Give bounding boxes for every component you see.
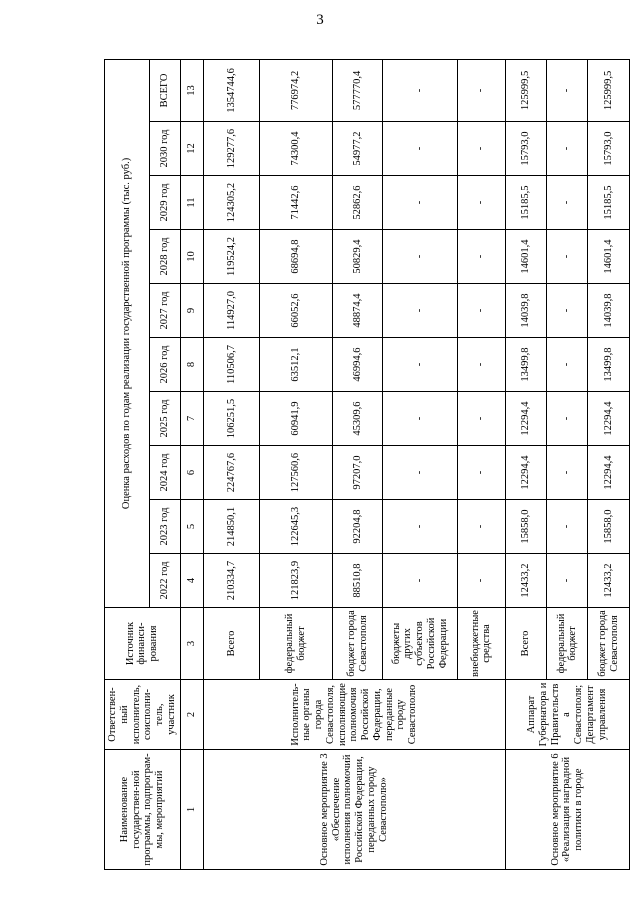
column-number: 4 bbox=[180, 554, 203, 608]
value-cell: 214850,1 bbox=[203, 500, 260, 554]
value-cell: 60941,9 bbox=[260, 392, 333, 446]
column-number: 2 bbox=[180, 680, 203, 750]
rotated-table-frame bbox=[104, 60, 620, 870]
column-number: 5 bbox=[180, 500, 203, 554]
value-cell: - bbox=[547, 338, 588, 392]
value-cell: - bbox=[383, 176, 458, 230]
header-executor: Ответствен-ный исполнитель, соисполни-тель, участник bbox=[105, 680, 181, 750]
value-cell: 74300,4 bbox=[260, 122, 333, 176]
funding-source: Всего bbox=[505, 608, 546, 680]
column-number: 12 bbox=[180, 122, 203, 176]
value-cell: 71442,6 bbox=[260, 176, 333, 230]
value-cell: 12433,2 bbox=[505, 554, 546, 608]
value-cell: - bbox=[547, 176, 588, 230]
value-cell: 15858,0 bbox=[505, 500, 546, 554]
value-cell: - bbox=[457, 554, 505, 608]
header-row-1 bbox=[105, 59, 150, 869]
measure-executor: Исполнитель-ные органы города Севастополя, исполняющие полномочия Российской Федерации, переданные городу Севастополю bbox=[203, 680, 505, 750]
value-cell: - bbox=[383, 122, 458, 176]
header-year: 2027 год bbox=[150, 284, 181, 338]
value-cell: - bbox=[547, 122, 588, 176]
column-number: 10 bbox=[180, 230, 203, 284]
budget-table bbox=[104, 59, 630, 870]
value-cell: - bbox=[547, 284, 588, 338]
measure-name: Основное мероприятие 3 «Обеспечение исполнения полномочий Российской Федерации, переданных городу Севастополю» bbox=[203, 750, 505, 870]
header-year: 2023 год bbox=[150, 500, 181, 554]
funding-source: бюджеты других субъектов Российской Федерации bbox=[383, 608, 458, 680]
total-cell: - bbox=[457, 59, 505, 121]
value-cell: - bbox=[457, 176, 505, 230]
value-cell: - bbox=[383, 338, 458, 392]
value-cell: 114927,0 bbox=[203, 284, 260, 338]
value-cell: 92204,8 bbox=[332, 500, 382, 554]
value-cell: - bbox=[457, 284, 505, 338]
column-number: 9 bbox=[180, 284, 203, 338]
value-cell: 13499,8 bbox=[505, 338, 546, 392]
column-number: 3 bbox=[180, 608, 203, 680]
total-cell: 125999,5 bbox=[505, 59, 546, 121]
value-cell: 13499,8 bbox=[588, 338, 629, 392]
value-cell: - bbox=[547, 392, 588, 446]
value-cell: 122645,3 bbox=[260, 500, 333, 554]
value-cell: 66052,6 bbox=[260, 284, 333, 338]
value-cell: 15793,0 bbox=[588, 122, 629, 176]
value-cell: - bbox=[457, 392, 505, 446]
total-cell: - bbox=[383, 59, 458, 121]
value-cell: - bbox=[383, 284, 458, 338]
value-cell: 12294,4 bbox=[588, 392, 629, 446]
value-cell: 210334,7 bbox=[203, 554, 260, 608]
value-cell: 121823,9 bbox=[260, 554, 333, 608]
header-year: 2022 год bbox=[150, 554, 181, 608]
funding-source: федеральный бюджет bbox=[260, 608, 333, 680]
page-number: 3 bbox=[316, 12, 324, 28]
total-cell: 125999,5 bbox=[588, 59, 629, 121]
column-number: 7 bbox=[180, 392, 203, 446]
value-cell: 88510,8 bbox=[332, 554, 382, 608]
value-cell: - bbox=[547, 500, 588, 554]
value-cell: - bbox=[383, 392, 458, 446]
value-cell: 15185,5 bbox=[588, 176, 629, 230]
header-total: ВСЕГО bbox=[150, 59, 181, 121]
value-cell: 46994,6 bbox=[332, 338, 382, 392]
header-year: 2026 год bbox=[150, 338, 181, 392]
value-cell: - bbox=[457, 338, 505, 392]
value-cell: 52862,6 bbox=[332, 176, 382, 230]
header-year: 2028 год bbox=[150, 230, 181, 284]
header-year: 2029 год bbox=[150, 176, 181, 230]
column-number: 13 bbox=[180, 59, 203, 121]
value-cell: 14601,4 bbox=[505, 230, 546, 284]
value-cell: 45309,6 bbox=[332, 392, 382, 446]
value-cell: - bbox=[457, 230, 505, 284]
value-cell: - bbox=[383, 500, 458, 554]
value-cell: - bbox=[383, 554, 458, 608]
header-source: Источник финанси-рования bbox=[105, 608, 181, 680]
value-cell: - bbox=[547, 554, 588, 608]
value-cell: - bbox=[383, 230, 458, 284]
value-cell: 12294,4 bbox=[505, 446, 546, 500]
table-row bbox=[505, 59, 546, 869]
value-cell: 12433,2 bbox=[588, 554, 629, 608]
value-cell: 14039,8 bbox=[588, 284, 629, 338]
column-number: 11 bbox=[180, 176, 203, 230]
value-cell: 14039,8 bbox=[505, 284, 546, 338]
value-cell: - bbox=[383, 446, 458, 500]
value-cell: - bbox=[457, 446, 505, 500]
value-cell: 15793,0 bbox=[505, 122, 546, 176]
value-cell: 129277,6 bbox=[203, 122, 260, 176]
total-cell: 1354744,6 bbox=[203, 59, 260, 121]
value-cell: 54977,2 bbox=[332, 122, 382, 176]
measure-executor: Аппарат Губернатора и Правительства Севастополя; Департамент управления bbox=[505, 680, 629, 750]
value-cell: 110506,7 bbox=[203, 338, 260, 392]
value-cell: 127560,6 bbox=[260, 446, 333, 500]
column-number: 6 bbox=[180, 446, 203, 500]
value-cell: 63512,1 bbox=[260, 338, 333, 392]
value-cell: - bbox=[457, 500, 505, 554]
rotated-table-viewport bbox=[104, 60, 620, 870]
header-year: 2024 год bbox=[150, 446, 181, 500]
funding-source: федеральный бюджет bbox=[547, 608, 588, 680]
header-estimate-title: Оценка расходов по годам реализации государственной программы (тыс. руб.) bbox=[105, 59, 150, 607]
funding-source: бюджет города Севастополя bbox=[332, 608, 382, 680]
measure-name: Основное мероприятие 6 «Реализация наградной политики в городе bbox=[505, 750, 629, 870]
value-cell: 124305,2 bbox=[203, 176, 260, 230]
value-cell: - bbox=[457, 122, 505, 176]
table-row bbox=[203, 59, 260, 869]
funding-source: Всего bbox=[203, 608, 260, 680]
value-cell: 15185,5 bbox=[505, 176, 546, 230]
value-cell: 14601,4 bbox=[588, 230, 629, 284]
total-cell: 776974,2 bbox=[260, 59, 333, 121]
header-year: 2025 год bbox=[150, 392, 181, 446]
funding-source: внебюджетные средства bbox=[457, 608, 505, 680]
value-cell: - bbox=[547, 230, 588, 284]
header-year: 2030 год bbox=[150, 122, 181, 176]
value-cell: 97207,0 bbox=[332, 446, 382, 500]
value-cell: 12294,4 bbox=[505, 392, 546, 446]
value-cell: 15858,0 bbox=[588, 500, 629, 554]
value-cell: - bbox=[547, 446, 588, 500]
value-cell: 106251,5 bbox=[203, 392, 260, 446]
column-number: 1 bbox=[180, 750, 203, 870]
value-cell: 12294,4 bbox=[588, 446, 629, 500]
funding-source: бюджет города Севастополя bbox=[588, 608, 629, 680]
column-number: 8 bbox=[180, 338, 203, 392]
total-cell: 577770,4 bbox=[332, 59, 382, 121]
header-name: Наименование государствен-ной программы, подпрограм-мы, мероприятий bbox=[105, 750, 181, 870]
value-cell: 48874,4 bbox=[332, 284, 382, 338]
value-cell: 224767,6 bbox=[203, 446, 260, 500]
value-cell: 119524,2 bbox=[203, 230, 260, 284]
value-cell: 50829,4 bbox=[332, 230, 382, 284]
total-cell: - bbox=[547, 59, 588, 121]
column-number-row bbox=[180, 59, 203, 869]
value-cell: 68694,8 bbox=[260, 230, 333, 284]
